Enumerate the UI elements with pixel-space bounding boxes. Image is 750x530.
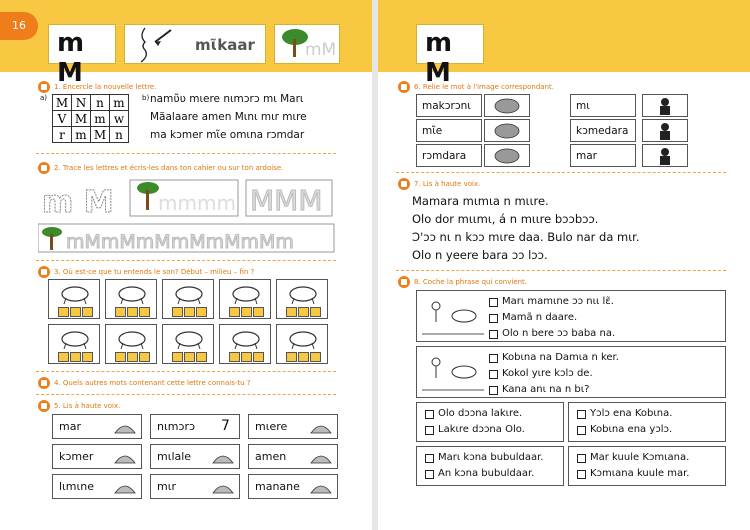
- word-label: amen: [255, 450, 287, 463]
- match-word-text: kɔmedara: [576, 125, 629, 137]
- word-picture-icon: [111, 447, 139, 467]
- checkbox[interactable]: [489, 386, 498, 395]
- tree-icon: [275, 25, 339, 63]
- scene-picture-icon: [421, 295, 485, 339]
- choice-sentence: Kobɩna ena yɔlɔ.: [590, 424, 673, 435]
- sound-position-box[interactable]: [127, 352, 138, 362]
- section-8-text: 8. Coche la phrase qui convient.: [414, 278, 527, 286]
- ear-icon: [38, 266, 50, 278]
- sound-position-box[interactable]: [310, 352, 321, 362]
- match-word-text: makɔrɔnɩ: [422, 100, 471, 112]
- pencil-icon: [398, 81, 410, 93]
- sound-position-box[interactable]: [127, 307, 138, 317]
- svg-text:mMmMmMmMmMmMm: mMmMmMmMmMmMm: [66, 231, 294, 253]
- s7-line: Ɔ'ɔɔ nɩ n kɔɔ mɩre daa. Bulo nar da mɩr.: [412, 230, 640, 244]
- word-picture-icon: [111, 477, 139, 497]
- s7-line: Mamara mɩmɩa n mɩɩre.: [412, 194, 549, 208]
- checkbox[interactable]: [489, 330, 498, 339]
- sound-position-box[interactable]: [241, 307, 252, 317]
- section-4-title: [38, 377, 251, 389]
- sound-card: [48, 279, 100, 319]
- choice-sentence: Mamã n daare.: [502, 312, 578, 323]
- basket-icon: [57, 326, 93, 350]
- section-3-text: 3. Où est-ce que tu entends le son? Début – milieu – fin ?: [54, 268, 255, 276]
- section-5-text: 5. Lis à haute voix.: [54, 402, 121, 410]
- word-card: [52, 414, 142, 439]
- sound-position-box[interactable]: [139, 307, 150, 317]
- match-word-text: rɔmdara: [422, 150, 467, 162]
- match-word-right[interactable]: [570, 94, 636, 117]
- word-card: [150, 474, 240, 499]
- divider: [396, 172, 726, 173]
- checkbox[interactable]: [425, 454, 434, 463]
- choice-sentence: Marɩ kɔna bubuldaar.: [438, 452, 544, 463]
- book-icon: [38, 400, 50, 412]
- word-label: manane: [255, 480, 300, 493]
- sound-position-box[interactable]: [172, 352, 183, 362]
- checkbox[interactable]: [489, 354, 498, 363]
- checkbox[interactable]: [489, 298, 498, 307]
- checkbox[interactable]: [577, 426, 586, 435]
- section-1-text: 1. Encercle la nouvelle lettre.: [54, 83, 157, 91]
- sound-card: [48, 324, 100, 364]
- choice-sentence: Lakɩre dɔɔna Olo.: [438, 424, 525, 435]
- sound-position-box[interactable]: [196, 352, 207, 362]
- sound-position-box[interactable]: [241, 352, 252, 362]
- choice-sentence: Olo n bere ɔɔ baba na.: [502, 328, 616, 339]
- sound-position-box[interactable]: [82, 352, 93, 362]
- right-page: [378, 0, 750, 530]
- s7-line: Olo dor mɩɩmɩ, á n mɩɩre bɔɔbɔɔ.: [412, 212, 599, 226]
- sound-card: [162, 324, 214, 364]
- checkbox[interactable]: [425, 426, 434, 435]
- word-label: mɩr: [157, 480, 176, 493]
- choice-group: [568, 402, 726, 442]
- match-word-text: mar: [576, 150, 597, 162]
- bird-icon: [285, 281, 321, 305]
- horn-icon: [228, 281, 264, 305]
- sound-position-box[interactable]: [253, 307, 264, 317]
- sound-card: [105, 279, 157, 319]
- grid-cell[interactable]: n: [110, 127, 129, 143]
- section-5-title: [38, 400, 120, 412]
- grid-cell[interactable]: N: [72, 95, 91, 111]
- fish-icon: [114, 326, 150, 350]
- sound-position-box[interactable]: [310, 307, 321, 317]
- match-picture-left[interactable]: [484, 144, 530, 167]
- section-8-title: [398, 276, 527, 288]
- cloud-icon: [38, 162, 50, 174]
- bat-icon: [171, 281, 207, 305]
- number-seven: 7: [221, 418, 230, 434]
- word-card: [52, 444, 142, 469]
- header-letter: m M: [57, 28, 85, 88]
- choice-group: [416, 346, 726, 398]
- sound-position-box[interactable]: [286, 307, 297, 317]
- sound-card: [105, 324, 157, 364]
- match-picture-left[interactable]: [484, 94, 530, 117]
- sound-position-box[interactable]: [298, 307, 309, 317]
- s1-line: Mãalaare amen Mɩnɩ mɩr mɩre: [150, 111, 307, 123]
- hyena-icon: [114, 281, 150, 305]
- divider: [36, 260, 336, 261]
- owl-icon: [228, 326, 264, 350]
- header-letter-box: [48, 24, 116, 88]
- match-word-right[interactable]: [570, 119, 636, 142]
- svg-text:m M: m M: [42, 185, 114, 220]
- sound-position-box[interactable]: [253, 352, 264, 362]
- sound-position-box[interactable]: [196, 307, 207, 317]
- match-picture-left[interactable]: [484, 119, 530, 142]
- choice-sentence: Marɩ mamɩne ɔɔ nɩɩ lɛ̃.: [502, 296, 614, 307]
- choice-sentence: Kobɩna na Damɩa n ker.: [502, 352, 619, 363]
- checkbox[interactable]: [425, 410, 434, 419]
- sound-card: [162, 279, 214, 319]
- choice-group: [416, 290, 726, 342]
- eye-icon: [38, 81, 50, 93]
- grid-cell[interactable]: m: [72, 127, 91, 143]
- match-word-text: mɩ: [576, 100, 590, 112]
- header-tree-box: [274, 24, 340, 64]
- svg-text:mmmm: mmmm: [158, 191, 236, 215]
- word-picture-icon: [307, 447, 335, 467]
- svg-text:mM: mM: [305, 40, 337, 60]
- choice-sentence: Kana anɩ na n bɩ?: [502, 384, 590, 395]
- section-7-title: [398, 178, 480, 190]
- scene-picture-icon: [421, 351, 485, 395]
- sound-card: [276, 279, 328, 319]
- grid-cell[interactable]: M: [72, 111, 91, 127]
- word-label: mɩlale: [157, 450, 192, 463]
- match-word-left[interactable]: [416, 144, 482, 167]
- match-picture-right[interactable]: [642, 94, 688, 117]
- section-2-title: [38, 162, 283, 174]
- word-card: [150, 444, 240, 469]
- star-icon: [38, 377, 50, 389]
- sound-position-box[interactable]: [172, 307, 183, 317]
- header-word-box: [124, 24, 266, 64]
- grid-cell[interactable]: w: [110, 111, 129, 127]
- word-picture-icon: [307, 417, 335, 437]
- choice-sentence: Kɔmɩana kuule mar.: [590, 468, 690, 479]
- word-card: [248, 474, 338, 499]
- section-6-title: [398, 81, 554, 93]
- word-picture-icon: [209, 477, 237, 497]
- choice-sentence: Olo dɔɔna lakɩre.: [438, 408, 523, 419]
- choice-sentence: Yɔlɔ ena Kobɩna.: [590, 408, 673, 419]
- word-card: [52, 474, 142, 499]
- word-picture-icon: [111, 417, 139, 437]
- dragonfly-icon: [285, 326, 321, 350]
- grid-cell[interactable]: r: [53, 127, 72, 143]
- checkbox[interactable]: [489, 314, 498, 323]
- sound-position-box[interactable]: [82, 307, 93, 317]
- choice-sentence: An kɔna bubuldaar.: [438, 468, 535, 479]
- label-b: b): [142, 94, 150, 102]
- page-number: 16: [0, 12, 38, 40]
- word-label: mɩere: [255, 420, 288, 433]
- match-word-left[interactable]: [416, 119, 482, 142]
- grid-cell[interactable]: n: [91, 95, 110, 111]
- word-label: lɩmɩne: [59, 480, 94, 493]
- word-picture-icon: [307, 477, 335, 497]
- section-6-text: 6. Relie le mot à l'image correspondant.: [414, 83, 555, 91]
- s1-line: ma kɔmer mɩ̃e omɩna rɔmdar: [150, 129, 305, 141]
- choice-group: [416, 446, 564, 486]
- sound-position-box[interactable]: [184, 352, 195, 362]
- word-card: [248, 444, 338, 469]
- word-label: nɩmɔrɔ: [157, 420, 196, 433]
- word-label: mar: [59, 420, 81, 433]
- sound-position-box[interactable]: [298, 352, 309, 362]
- section-2-text: 2. Trace les lettres et écris-les dans ton cahier ou sur ton ardoise.: [54, 164, 284, 172]
- svg-text:MMM: MMM: [250, 184, 323, 217]
- choice-sentence: Mar kuule Kɔmɩana.: [590, 452, 690, 463]
- sound-position-box[interactable]: [139, 352, 150, 362]
- sound-position-box[interactable]: [70, 352, 81, 362]
- checkbox[interactable]: [577, 454, 586, 463]
- section-3-title: [38, 266, 254, 278]
- header-word: mɩ̃kaar: [195, 36, 255, 54]
- checkbox[interactable]: [577, 410, 586, 419]
- grid-cell[interactable]: m: [91, 111, 110, 127]
- camel-icon: [57, 281, 93, 305]
- mouth-face-icon: [131, 26, 177, 64]
- sound-position-box[interactable]: [229, 307, 240, 317]
- divider: [36, 394, 336, 395]
- sound-card: [219, 279, 271, 319]
- word-picture-icon: [209, 447, 237, 467]
- sound-position-box[interactable]: [286, 352, 297, 362]
- left-page: [0, 0, 372, 530]
- choice-group: [416, 402, 564, 442]
- hedgehog-icon: [171, 326, 207, 350]
- match-picture-right[interactable]: [642, 144, 688, 167]
- header-letter-box: [416, 24, 484, 88]
- sound-position-box[interactable]: [58, 307, 69, 317]
- match-picture-right[interactable]: [642, 119, 688, 142]
- word-card: [150, 414, 240, 439]
- pencil-icon: [398, 276, 410, 288]
- sound-card: [276, 324, 328, 364]
- section-1-title: [38, 81, 156, 93]
- section-7-text: 7. Lis à haute voix.: [414, 180, 481, 188]
- header-letter: m M: [425, 28, 453, 88]
- checkbox[interactable]: [577, 470, 586, 479]
- label-a: a): [40, 94, 48, 102]
- choice-sentence: Kokol yɩre kɔlɔ de.: [502, 368, 593, 379]
- checkbox[interactable]: [425, 470, 434, 479]
- divider: [36, 371, 336, 372]
- sound-position-box[interactable]: [115, 352, 126, 362]
- divider: [396, 270, 726, 271]
- match-word-left[interactable]: [416, 94, 482, 117]
- divider: [36, 153, 336, 154]
- book-icon: [398, 178, 410, 190]
- sound-position-box[interactable]: [184, 307, 195, 317]
- sound-position-box[interactable]: [58, 352, 69, 362]
- sound-card: [219, 324, 271, 364]
- sound-position-box[interactable]: [70, 307, 81, 317]
- s1-line: namʋ̃ʋ mɩere nɩmɔrɔ mɩ Marɩ: [150, 93, 304, 105]
- word-label: kɔmer: [59, 450, 94, 463]
- choice-group: [568, 446, 726, 486]
- letter-grid: [52, 94, 129, 143]
- tracing-area[interactable]: [38, 176, 338, 256]
- grid-cell[interactable]: V: [53, 111, 72, 127]
- grid-cell[interactable]: m: [110, 95, 129, 111]
- grid-cell[interactable]: M: [91, 127, 110, 143]
- sound-position-box[interactable]: [229, 352, 240, 362]
- match-word-right[interactable]: [570, 144, 636, 167]
- match-word-text: mɩ̃e: [422, 125, 443, 137]
- word-card: [248, 414, 338, 439]
- section-4-text: 4. Quels autres mots contenant cette lettre connais-tu ?: [54, 379, 251, 387]
- grid-cell[interactable]: M: [53, 95, 72, 111]
- s7-line: Olo n yeere bara ɔɔ lɔɔ.: [412, 248, 548, 262]
- checkbox[interactable]: [489, 370, 498, 379]
- sound-position-box[interactable]: [115, 307, 126, 317]
